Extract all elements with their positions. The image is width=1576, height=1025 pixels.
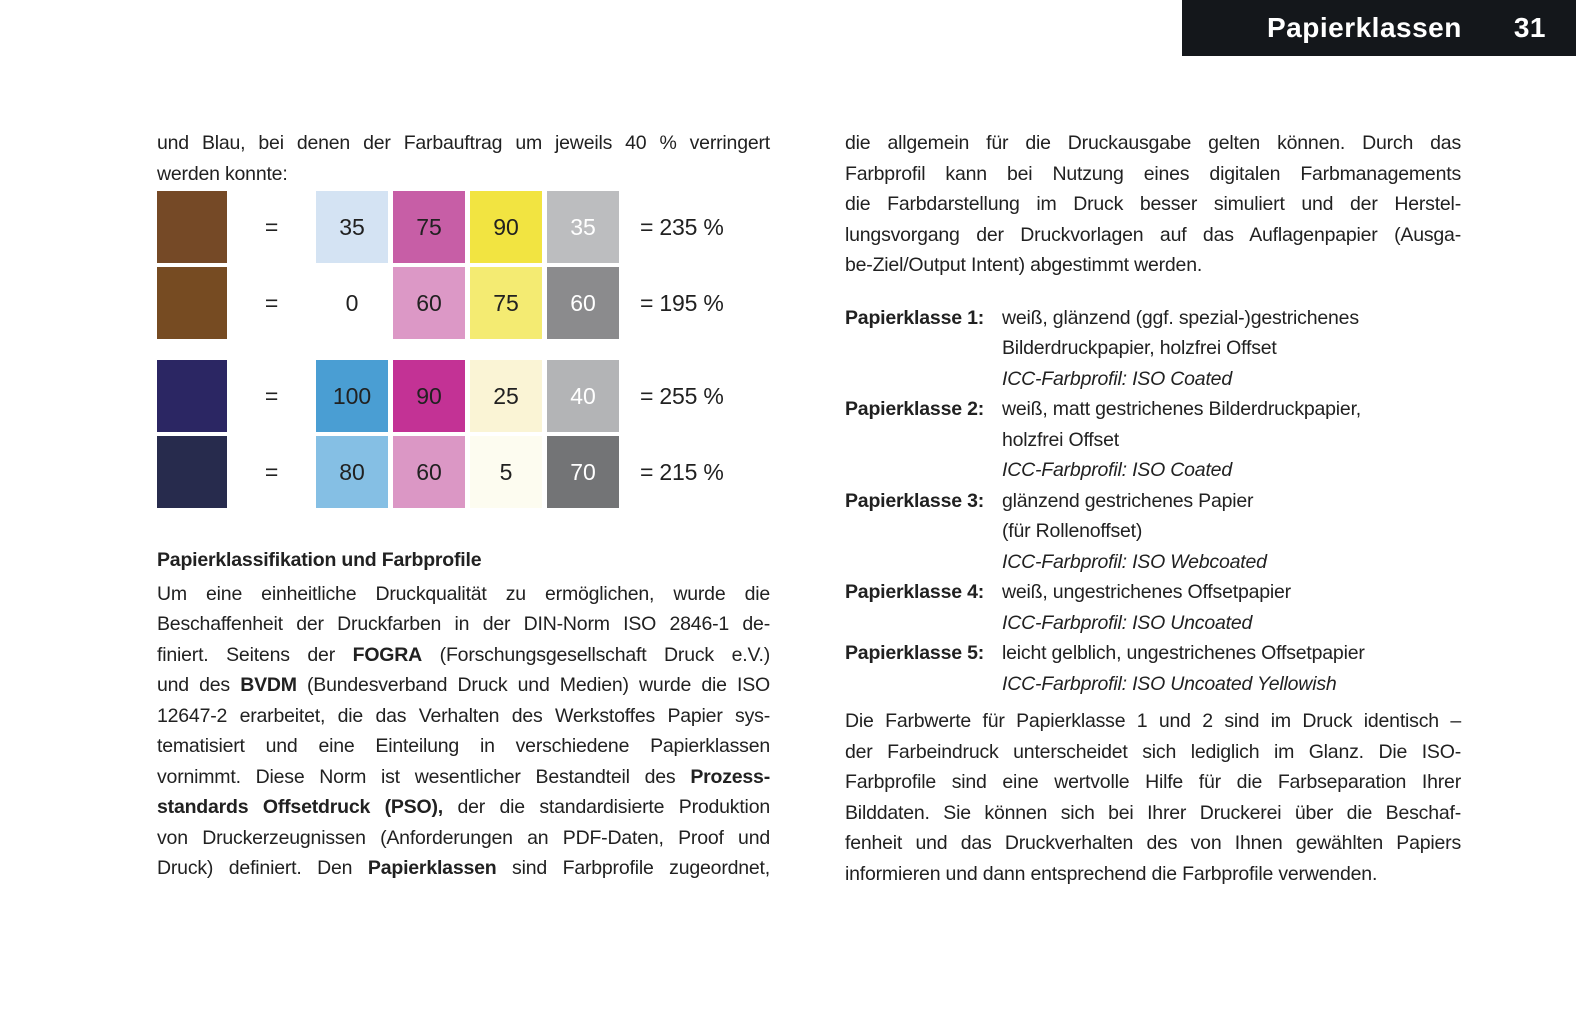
cmyk-value-cell: 90	[393, 360, 465, 432]
cmyk-value-cell: 25	[470, 360, 542, 432]
text-run: Farbprofile sind eine wertvolle Hilfe für die Farbseparation Ihrer	[845, 771, 1461, 793]
source-color-swatch	[157, 360, 227, 432]
paper-class-description	[1002, 394, 1461, 486]
text-run: die Farbdarstellung im Druck besser simuliert und der Herstel-	[845, 193, 1461, 215]
description-line: glänzend gestrichenes Papier	[1002, 489, 1254, 512]
icc-profile-line: ICC-Farbprofil: ISO Coated	[1002, 459, 1232, 481]
text-line	[157, 792, 770, 823]
text-line	[845, 250, 1461, 281]
cmyk-value-cell: 60	[547, 267, 619, 339]
total-coverage-label: = 215 %	[640, 458, 724, 485]
paper-class-item	[845, 394, 1461, 486]
equals-sign: =	[264, 289, 279, 316]
text-run: 12647-2 erarbeitet, die das Verhalten des Werkstoffes Papier sys-	[157, 704, 770, 727]
cmyk-value-cell: 60	[393, 436, 465, 508]
description-line: weiß, ungestrichenes Offsetpapier	[1002, 581, 1291, 603]
paper-class-label: Papierklasse 1:	[845, 306, 985, 329]
text-line	[157, 640, 770, 671]
text-run: der die standardisierte Produktion	[442, 796, 770, 818]
text-run: (Forschungsgesellschaft Druck e.V.)	[422, 643, 770, 666]
cmyk-value-cell: 0	[345, 289, 359, 316]
source-color-swatch	[157, 191, 227, 263]
paper-class-description	[1002, 577, 1461, 638]
continuation-paragraph	[845, 128, 1461, 281]
paper-class-description	[1002, 638, 1461, 699]
cmyk-value-cell: 60	[393, 267, 465, 339]
paper-class-description	[1002, 486, 1461, 578]
paper-class-list	[845, 303, 1461, 700]
page-number: 31	[1513, 12, 1546, 43]
text-run: Prozess-	[690, 765, 770, 788]
text-run: Druck) definiert. Den	[157, 857, 368, 879]
paper-class-item	[845, 303, 1461, 395]
body-paragraph	[157, 579, 770, 884]
closing-paragraph	[845, 706, 1461, 889]
equals-sign: =	[264, 458, 279, 485]
paper-class-label: Papierklasse 4:	[845, 581, 985, 603]
text-line	[157, 670, 770, 701]
description-line: Bilderdruckpapier, holzfrei Offset	[1002, 337, 1277, 359]
text-line	[845, 189, 1461, 220]
paper-class-label: Papierklasse 2:	[845, 398, 985, 420]
description-line: leicht gelblich, ungestrichenes Offsetpapier	[1002, 642, 1365, 664]
source-color-swatch	[157, 436, 227, 508]
paper-class-label: Papierklasse 5:	[845, 642, 985, 664]
color-equation-row	[157, 436, 770, 508]
cmyk-value-cell: 70	[547, 436, 619, 508]
text-line	[157, 853, 770, 884]
text-line	[157, 609, 770, 640]
text-run: die allgemein für die Druckausgabe gelten können. Durch das	[845, 132, 1461, 154]
text-line	[157, 159, 770, 190]
text-run: BVDM	[240, 674, 297, 696]
text-run: fenheit und das Druckverhalten des von Ihnen gewählten Papiers	[845, 832, 1461, 854]
total-coverage-label: = 235 %	[640, 213, 724, 240]
text-run: von Druckerzeugnissen (Anforderungen an PDF-Daten, Proof und	[157, 826, 770, 849]
text-run: informieren und dann entsprechend die Farbprofile verwenden.	[845, 862, 1378, 885]
cmyk-value-cell: 75	[470, 267, 542, 339]
text-line	[157, 128, 770, 159]
cmyk-value-cell: 90	[470, 191, 542, 263]
total-coverage-label: = 255 %	[640, 382, 724, 409]
cmyk-value-cell: 35	[547, 191, 619, 263]
text-run: der Farbeindruck unterscheidet sich lediglich im Glanz. Die ISO-	[845, 740, 1461, 763]
color-equation-row	[157, 191, 770, 263]
text-run: Beschaffenheit der Druckfarben in der DIN-Norm ISO 2846-1 de-	[157, 613, 770, 635]
text-run: be-Ziel/Output Intent) abgestimmt werden.	[845, 254, 1203, 276]
paper-class-item	[845, 577, 1461, 638]
text-run: Die Farbwerte für Papierklasse 1 und 2 sind im Druck identisch –	[845, 710, 1461, 732]
text-line	[845, 706, 1461, 737]
text-line	[845, 828, 1461, 859]
equals-sign: =	[264, 382, 279, 409]
paper-class-item	[845, 638, 1461, 699]
text-line	[157, 731, 770, 762]
text-run: sind Farbprofile zugeordnet,	[496, 857, 770, 879]
text-line	[845, 220, 1461, 251]
text-line	[845, 159, 1461, 190]
text-line	[845, 859, 1461, 890]
text-line	[157, 823, 770, 854]
text-run: und Blau, bei denen der Farbauftrag um jeweils 40 % verringert	[157, 132, 770, 154]
text-line	[845, 737, 1461, 768]
chapter-title: Papierklassen	[1267, 12, 1462, 43]
icc-profile-line: ICC-Farbprofil: ISO Coated	[1002, 367, 1232, 390]
description-line: holzfrei Offset	[1002, 428, 1119, 451]
intro-paragraph	[157, 128, 770, 189]
text-run: tematisiert und eine Einteilung in verschiedene Papierklassen	[157, 735, 770, 757]
text-run: und des	[157, 674, 241, 696]
text-run: Papierklassen	[367, 857, 497, 879]
text-run: werden konnte:	[157, 162, 288, 185]
description-line: (für Rollenoffset)	[1002, 520, 1143, 542]
text-run: vornimmt. Diese Norm ist wesentlicher Bestandteil des	[157, 765, 691, 788]
source-color-swatch	[157, 267, 227, 339]
cmyk-value-cell: 35	[316, 191, 388, 263]
cmyk-value-cell: 5	[470, 436, 542, 508]
total-coverage-label: = 195 %	[640, 289, 724, 316]
right-column	[845, 128, 1461, 889]
icc-profile-line: ICC-Farbprofil: ISO Webcoated	[1002, 550, 1267, 573]
text-run: Farbprofil kann bei Nutzung eines digitalen Farbmanagements	[845, 162, 1461, 185]
text-line	[845, 767, 1461, 798]
text-line	[157, 701, 770, 732]
color-equation-row	[157, 360, 770, 432]
left-column	[157, 128, 770, 884]
text-line	[845, 128, 1461, 159]
cmyk-value-cell: 100	[316, 360, 388, 432]
text-run: (Bundesverband Druck und Medien) wurde die ISO	[296, 674, 770, 696]
description-line: weiß, glänzend (ggf. spezial-)gestrichenes	[1002, 306, 1359, 329]
paper-class-label: Papierklasse 3:	[845, 489, 985, 512]
paper-class-item	[845, 486, 1461, 578]
text-run: Bilddaten. Sie können sich bei Ihrer Druckerei über die Beschaf-	[845, 801, 1461, 824]
text-run: lungsvorgang der Druckvorlagen auf das Auflagenpapier (Ausga-	[845, 223, 1461, 246]
icc-profile-line: ICC-Farbprofil: ISO Uncoated	[1002, 611, 1253, 634]
text-run: Um eine einheitliche Druckqualität zu ermöglichen, wurde die	[157, 582, 770, 605]
icc-profile-line: ICC-Farbprofil: ISO Uncoated Yellowish	[1002, 672, 1337, 695]
cmyk-value-cell: 75	[393, 191, 465, 263]
text-run: standards Offsetdruck (PSO),	[157, 796, 443, 818]
cmyk-value-cell: 80	[316, 436, 388, 508]
equals-sign: =	[264, 213, 279, 240]
text-run: finiert. Seitens der	[157, 643, 353, 666]
section-heading: Papierklassifikation und Farbprofile	[157, 549, 482, 571]
color-separation-chart	[157, 191, 770, 508]
description-line: weiß, matt gestrichenes Bilderdruckpapier,	[1002, 398, 1362, 420]
text-line	[157, 579, 770, 610]
text-run: FOGRA	[352, 643, 423, 666]
cmyk-value-cell: 40	[547, 360, 619, 432]
text-line	[845, 798, 1461, 829]
text-line	[157, 762, 770, 793]
paper-class-description	[1002, 303, 1461, 395]
color-equation-row	[157, 267, 770, 339]
chapter-header-bar	[1182, 0, 1576, 56]
